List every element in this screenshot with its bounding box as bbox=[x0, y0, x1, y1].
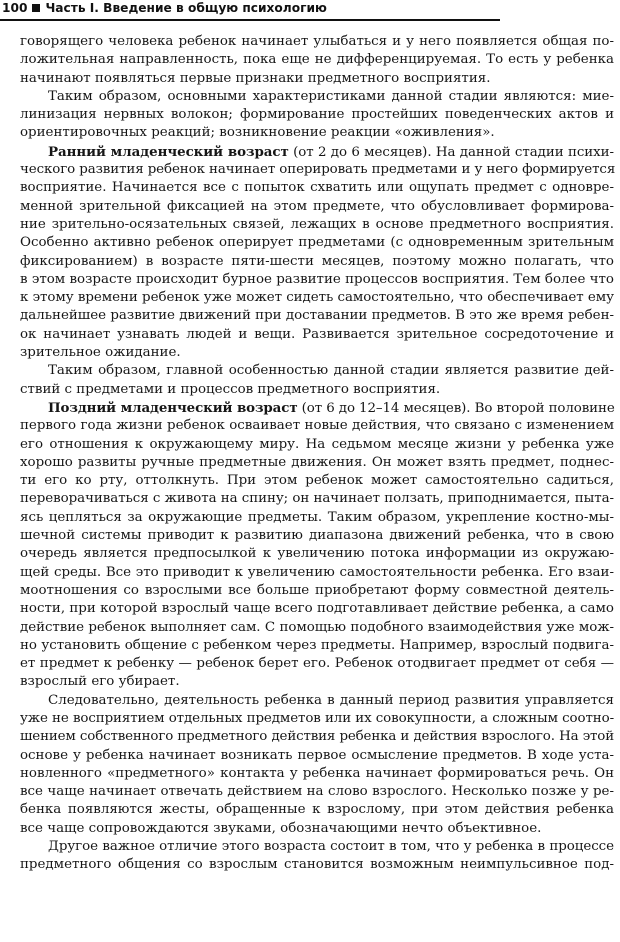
paragraph bbox=[20, 143, 614, 363]
line-text: ет предмет к ребенку — ребенок берет его. Ребенок отодвигает предмет от себя — bbox=[20, 656, 614, 672]
text-line bbox=[20, 179, 614, 197]
text-line bbox=[20, 728, 614, 746]
header-title: Часть I. Введение в общую психологию bbox=[45, 1, 327, 15]
text-line bbox=[20, 216, 614, 234]
text-line bbox=[20, 399, 614, 417]
text-line bbox=[20, 417, 614, 435]
paragraph bbox=[20, 88, 614, 143]
line-text: основе у ребенка начинает возникать первое осмысление предметов. В ходе уста- bbox=[20, 747, 614, 763]
line-text: ясь цепляться за окружающие предметы. Таким образом, укрепление костно-мы- bbox=[20, 509, 614, 525]
line-text: ствий с предметами и процессов предметного восприятия. bbox=[20, 381, 441, 397]
text-line bbox=[20, 198, 614, 216]
text-line bbox=[20, 856, 614, 874]
line-text: но установить общение с ребенком через предметы. Например, взрослый подвига- bbox=[20, 637, 614, 653]
line-text: начинают появляться первые признаки предметного восприятия. bbox=[20, 70, 491, 86]
line-text: ок начинает узнавать людей и вещи. Развивается зрительное сосредоточение и bbox=[20, 326, 614, 342]
line-text: шением собственного предметного действия ребенка и действия взрослого. На этой bbox=[20, 729, 614, 745]
line-text: бенка появляются жесты, обращенные к взрослому, при этом действия ребенка bbox=[20, 802, 614, 818]
text-line bbox=[20, 124, 614, 142]
line-text: Особенно активно ребенок оперирует предметами (с одновременным зрительным bbox=[20, 235, 614, 251]
line-text: ние зрительно-осязательных связей, лежащих в основе предметного восприятия. bbox=[20, 216, 614, 232]
line-text: шечной системы приводит к развитию диапазона движений ребенка, что в свою bbox=[20, 528, 614, 544]
text-line bbox=[20, 234, 614, 252]
line-text: первого года жизни ребенок осваивает новые действия, что связано с изменением bbox=[20, 418, 614, 434]
text-line bbox=[20, 637, 614, 655]
line-text: ти его ко рту, оттолкнуть. При этом ребенок может самостоятельно садиться, bbox=[20, 473, 614, 489]
line-text: ориентировочных реакций; возникновение реакции «оживления». bbox=[20, 125, 495, 141]
line-text: (от 6 до 12–14 месяцев). Во второй половине bbox=[297, 400, 615, 416]
line-text: предметного общения со взрослым становится возможным неимпульсивное под- bbox=[20, 857, 614, 873]
text-line bbox=[20, 509, 614, 527]
text-line bbox=[20, 747, 614, 765]
line-text: Другое важное отличие этого возраста состоит в том, что у ребенка в процессе bbox=[48, 839, 614, 855]
text-line bbox=[20, 326, 614, 344]
text-line bbox=[20, 472, 614, 490]
line-text: линизация нервных волокон; формирование простейших поведенческих актов и bbox=[20, 107, 614, 123]
text-line bbox=[20, 88, 614, 106]
line-text: в этом возрасте происходит бурное развитие процессов восприятия. Тем более что bbox=[20, 271, 614, 287]
line-text: восприятие. Начинается все с попыток схватить или ощупать предмет с одновре- bbox=[20, 180, 614, 196]
text-line bbox=[20, 143, 614, 161]
line-text: ческого развития ребенок начинает оперировать предметами и у него формируется bbox=[20, 162, 616, 178]
line-text: к этому времени ребенок уже может сидеть самостоятельно, что обеспечивает ему bbox=[20, 290, 614, 306]
text-line bbox=[20, 51, 614, 69]
text-line bbox=[20, 436, 614, 454]
text-line bbox=[20, 765, 614, 783]
text-line bbox=[20, 70, 614, 88]
header-rule bbox=[0, 19, 500, 21]
page-number: 100 bbox=[2, 1, 28, 15]
text-line bbox=[20, 362, 614, 380]
text-line bbox=[20, 307, 614, 325]
square-bullet-icon bbox=[32, 4, 40, 12]
line-text: взрослый его убирает. bbox=[20, 674, 180, 690]
line-text: дальнейшее развитие движений при доставании предметов. В это же время ребен- bbox=[20, 308, 615, 324]
line-text: Таким образом, основными характеристиками данной стадии являются: мие- bbox=[48, 88, 614, 104]
paragraph bbox=[20, 33, 614, 88]
text-line bbox=[20, 820, 614, 838]
text-line bbox=[20, 564, 614, 582]
line-text: все чаще сопровождаются звуками, обозначающими нечто объективное. bbox=[20, 820, 542, 836]
text-line bbox=[20, 490, 614, 508]
line-text: моотношения со взрослыми все больше приобретают форму совместной деятель- bbox=[20, 582, 614, 598]
page-body bbox=[20, 33, 614, 875]
line-text: щей среды. Все это приводит к увеличению самостоятельности ребенка. Его взаи- bbox=[20, 564, 614, 580]
line-text: говорящего человека ребенок начинает улыбаться и у него появляется общая по- bbox=[20, 34, 614, 49]
line-text: его отношения к окружающему миру. На седьмом месяце жизни у ребенка уже bbox=[20, 436, 614, 452]
line-text: Следовательно, деятельность ребенка в данный период развития управляется bbox=[48, 692, 614, 708]
text-line bbox=[20, 582, 614, 600]
line-text: хорошо развиты ручные предметные движения. Он может взять предмет, поднес- bbox=[20, 454, 614, 470]
bold-term: Поздний младенческий возраст bbox=[48, 399, 298, 416]
paragraph bbox=[20, 362, 614, 399]
paragraph bbox=[20, 399, 614, 692]
text-line bbox=[20, 545, 614, 563]
text-line bbox=[20, 344, 614, 362]
text-line bbox=[20, 289, 614, 307]
line-text: менной зрительной фиксацией на этом предмете, что обусловливает формирова- bbox=[20, 198, 614, 214]
text-line bbox=[20, 381, 614, 399]
line-text: Таким образом, главной особенностью данной стадии является развитие дей- bbox=[48, 363, 614, 379]
text-line bbox=[20, 33, 614, 51]
line-text: новленного «предметного» контакта у ребенка начинает формироваться речь. Он bbox=[20, 765, 614, 781]
line-text: фиксированием) в возрасте пяти-шести месяцев, поэтому можно полагать, что bbox=[20, 253, 614, 269]
running-header bbox=[0, 0, 620, 22]
text-line bbox=[20, 253, 614, 271]
header-text bbox=[2, 0, 327, 17]
text-line bbox=[20, 619, 614, 637]
text-line bbox=[20, 801, 614, 819]
text-line bbox=[20, 673, 614, 691]
text-line bbox=[20, 783, 614, 801]
text-line bbox=[20, 271, 614, 289]
paragraph bbox=[20, 692, 614, 838]
line-text: переворачиваться с живота на спину; он начинает ползать, приподнимается, пыта- bbox=[20, 491, 614, 507]
line-text: зрительное ожидание. bbox=[20, 345, 181, 361]
line-text: уже не восприятием отдельных предметов или их совокупности, а сложным соотно- bbox=[20, 710, 614, 726]
bold-term: Ранний младенческий возраст bbox=[48, 143, 289, 160]
text-line bbox=[20, 527, 614, 545]
line-text: очередь является предпосылкой к увеличению потока информации из окружаю- bbox=[20, 546, 614, 562]
line-text: ложительная направленность, пока еще не дифференцируемая. То есть у ребенка bbox=[20, 52, 614, 68]
line-text: все чаще начинает отвечать действием на слово взрослого. Несколько позже у ре- bbox=[20, 784, 614, 800]
line-text: ности, при которой взрослый чаще всего подготавливает действие ребенка, а само bbox=[20, 601, 614, 617]
paragraph bbox=[20, 838, 614, 875]
text-line bbox=[20, 161, 614, 179]
line-text: (от 2 до 6 месяцев). На данной стадии психи- bbox=[288, 144, 614, 160]
text-line bbox=[20, 106, 614, 124]
text-line bbox=[20, 600, 614, 618]
text-line bbox=[20, 692, 614, 710]
text-line bbox=[20, 454, 614, 472]
line-text: действие ребенок выполняет сам. С помощью подобного взаимодействия уже мож- bbox=[20, 619, 614, 635]
text-line bbox=[20, 710, 614, 728]
text-line bbox=[20, 655, 614, 673]
text-line bbox=[20, 838, 614, 856]
